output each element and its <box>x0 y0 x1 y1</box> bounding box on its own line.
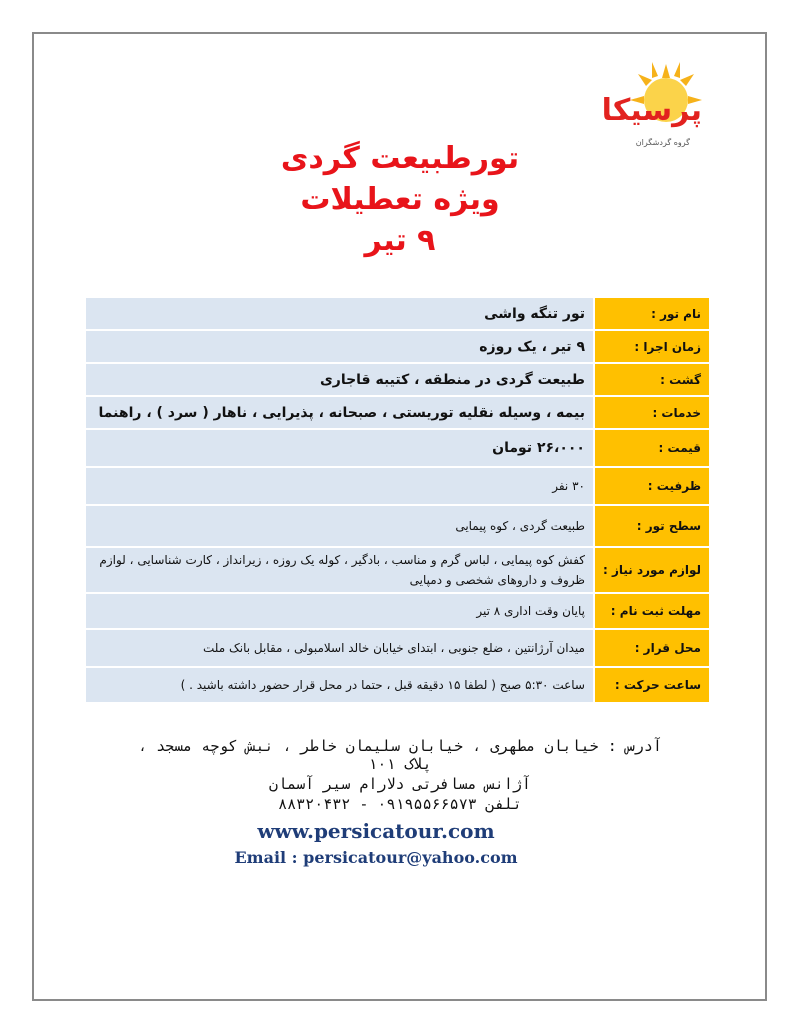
table-row <box>86 506 709 546</box>
table-row <box>86 430 709 466</box>
table-row <box>86 397 709 428</box>
row-value: ۲۶،۰۰۰ تومان <box>86 430 593 466</box>
row-label: سطح تور : <box>595 506 709 546</box>
row-value: میدان آرژانتین ، ضلع جنوبی ، ابتدای خیابان خالد اسلامبولی ، مقابل بانک ملت <box>86 630 593 666</box>
row-label: ظرفیت : <box>595 468 709 504</box>
table-row <box>86 668 709 702</box>
table-row <box>86 548 709 592</box>
address-line-2: پلاک ۱۰۱ <box>368 755 432 773</box>
row-value: طبیعت گردی ، کوه پیمایی <box>86 506 593 546</box>
table-row <box>86 630 709 666</box>
row-label: زمان اجرا : <box>595 331 709 362</box>
email-link[interactable]: Email : persicatour@yahoo.com <box>234 848 518 867</box>
row-label: لوازم مورد نیاز : <box>595 548 709 592</box>
row-value: کفش کوه پیمایی ، لباس گرم و مناسب ، بادگیر ، کوله یک روزه ، زیرانداز ، کارت شناسایی ، لوازم ظروف و داروهای شخصی و دمپایی <box>86 548 593 592</box>
table-row <box>86 298 709 329</box>
row-label: محل قرار : <box>595 630 709 666</box>
row-value: پایان وقت اداری ۸ تیر <box>86 594 593 628</box>
row-value: تور تنگه واشی <box>86 298 593 329</box>
table-row <box>86 364 709 395</box>
logo-subtitle: گروه گردشگران <box>635 138 690 147</box>
row-label: گشت : <box>595 364 709 395</box>
table-row <box>86 331 709 362</box>
agency-name: آژانس مسافرتی دلارام سیر آسمان <box>269 775 531 793</box>
website-link[interactable]: www.persicatour.com <box>257 819 495 843</box>
table-row <box>86 594 709 628</box>
tour-date-title: ۹ تیر <box>364 223 436 258</box>
row-label: قیمت : <box>595 430 709 466</box>
table-row <box>86 468 709 504</box>
row-value: ۹ تیر ، یک روزه <box>86 331 593 362</box>
row-value: بیمه ، وسیله نقلیه توریستی ، صبحانه ، پذیرایی ، ناهار ( سرد ) ، راهنما <box>86 397 593 428</box>
logo-name: پرسیکا <box>601 93 702 128</box>
tour-info-table <box>84 296 711 704</box>
row-label: خدمات : <box>595 397 709 428</box>
row-label: ساعت حرکت : <box>595 668 709 702</box>
page-title: تورطبیعت گردی <box>280 141 520 176</box>
address-line-1: آدرس : خیابان مطهری ، خیابان سلیمان خاطر ، نبش کوچه مسجد ، <box>138 737 662 755</box>
row-label: مهلت ثبت نام : <box>595 594 709 628</box>
row-label: نام تور : <box>595 298 709 329</box>
page-subtitle: ویژه تعطیلات <box>300 182 500 217</box>
row-value: طبیعت گردی در منطقه ، کتیبه قاجاری <box>86 364 593 395</box>
row-value: ۳۰ نفر <box>86 468 593 504</box>
phone-numbers: تلفن ۰۹۱۹۵۵۶۶۵۷۳ - ۸۸۳۲۰۴۳۲ <box>278 795 522 813</box>
row-value: ساعت ۵:۳۰ صبح ( لطفا ۱۵ دقیقه قبل ، حتما در محل قرار حضور داشته باشید . ) <box>86 668 593 702</box>
